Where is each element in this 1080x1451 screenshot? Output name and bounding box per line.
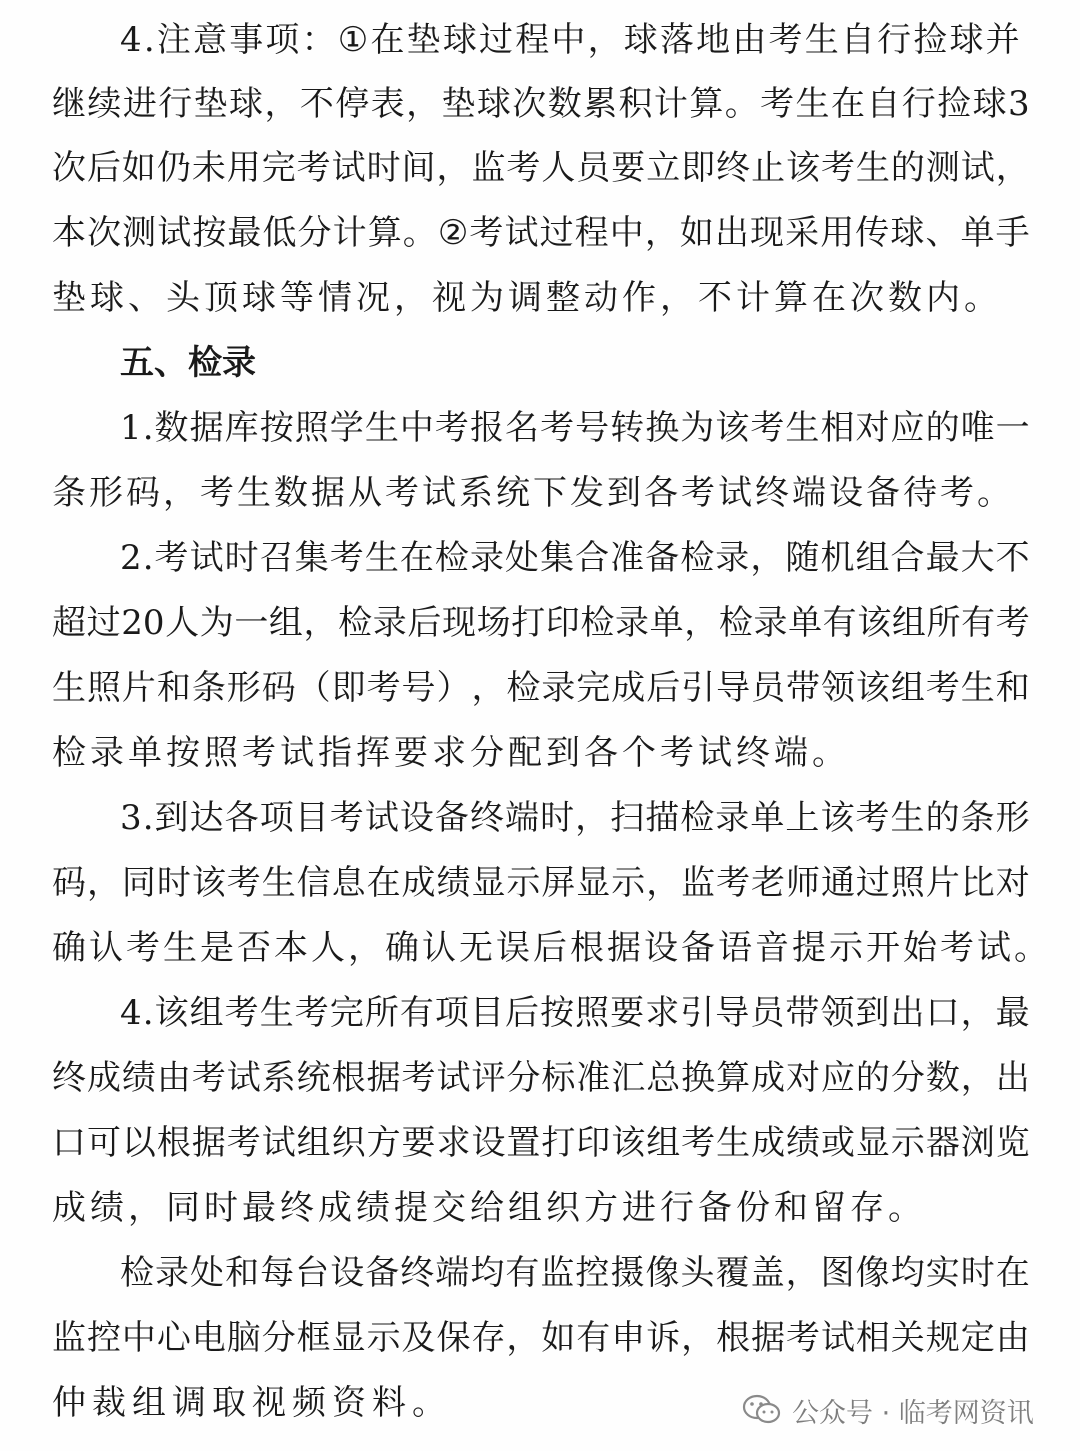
watermark-text: 公众号 · 临考网资讯: [792, 1397, 1034, 1429]
text-line: 确认考生是否本人，确认无误后根据设备语音提示开始考试。: [52, 928, 1051, 968]
text-line: 垫球、头顶球等情况，视为调整动作，不计算在次数内。: [52, 278, 1002, 318]
text-line: 3 . 到 达 各 项 目 考 试 设 备 终 端 时 ， 扫 描 检 录 单 上 该 考 生 的 条 形: [120, 798, 1030, 838]
text-line: 监 控 中 心 电 脑 分 框 显 示 及 保 存 ， 如 有 申 诉 ， 根 据 考 试 相 关 规 定 由: [52, 1318, 1030, 1358]
text-line: 次 后 如 仍 未 用 完 考 试 时 间 ， 监 考 人 员 要 立 即 终 止 该 考 生 的 测 试 ，: [52, 148, 1030, 188]
text-line: 生 照 片 和 条 形 码 （ 即 考 号 ） ， 检 录 完 成 后 引 导 员 带 领 该 组 考 生 和: [52, 668, 1030, 708]
text-line: 4 . 该 组 考 生 考 完 所 有 项 目 后 按 照 要 求 引 导 员 带 领 到 出 口 ， 最: [120, 993, 1030, 1033]
text-line: 条形码，考生数据从考试系统下发到各考试终端设备待考。: [52, 473, 1014, 513]
text-line: 超 过 20 人 为 一 组 ， 检 录 后 现 场 打 印 检 录 单 ， 检 录 单 有 该 组 所 有 考: [52, 603, 1030, 643]
text-line: 检录单按照考试指挥要求分配到各个考试终端。: [52, 733, 850, 773]
text-line: 成绩，同时最终成绩提交给组织方进行备份和留存。: [52, 1188, 926, 1228]
text-line: 终 成 绩 由 考 试 系 统 根 据 考 试 评 分 标 准 汇 总 换 算 成 对 应 的 分 数 ， 出: [52, 1058, 1030, 1098]
text-line: 4 . 注 意 事 项 ： ① 在 垫 球 过 程 中 ， 球 落 地 由 考 生 自 行 捡 球 并: [120, 20, 1020, 60]
text-line: 本 次 测 试 按 最 低 分 计 算 。 ② 考 试 过 程 中 ， 如 出 现 采 用 传 球 、 单 手: [52, 213, 1030, 253]
wechat-watermark: [742, 1388, 1034, 1432]
text-line: 检 录 处 和 每 台 设 备 终 端 均 有 监 控 摄 像 头 覆 盖 ， 图 像 均 实 时 在: [120, 1253, 1030, 1293]
text-line: 继 续 进 行 垫 球 ， 不 停 表 ， 垫 球 次 数 累 积 计 算 。 考 生 在 自 行 捡 球 3: [52, 84, 1030, 124]
section-heading: 五、检录: [120, 343, 256, 383]
text-line: 仲裁组调取视频资料。: [52, 1383, 452, 1423]
text-line: 口 可 以 根 据 考 试 组 织 方 要 求 设 置 打 印 该 组 考 生 成 绩 或 显 示 器 浏 览: [52, 1123, 1030, 1163]
text-line: 1 . 数 据 库 按 照 学 生 中 考 报 名 考 号 转 换 为 该 考 生 相 对 应 的 唯 一: [120, 408, 1030, 448]
text-line: 码 ， 同 时 该 考 生 信 息 在 成 绩 显 示 屏 显 示 ， 监 考 老 师 通 过 照 片 比 对: [52, 863, 1030, 903]
wechat-icon: [742, 1393, 782, 1427]
text-line: 2 . 考 试 时 召 集 考 生 在 检 录 处 集 合 准 备 检 录 ， 随 机 组 合 最 大 不: [120, 538, 1030, 578]
